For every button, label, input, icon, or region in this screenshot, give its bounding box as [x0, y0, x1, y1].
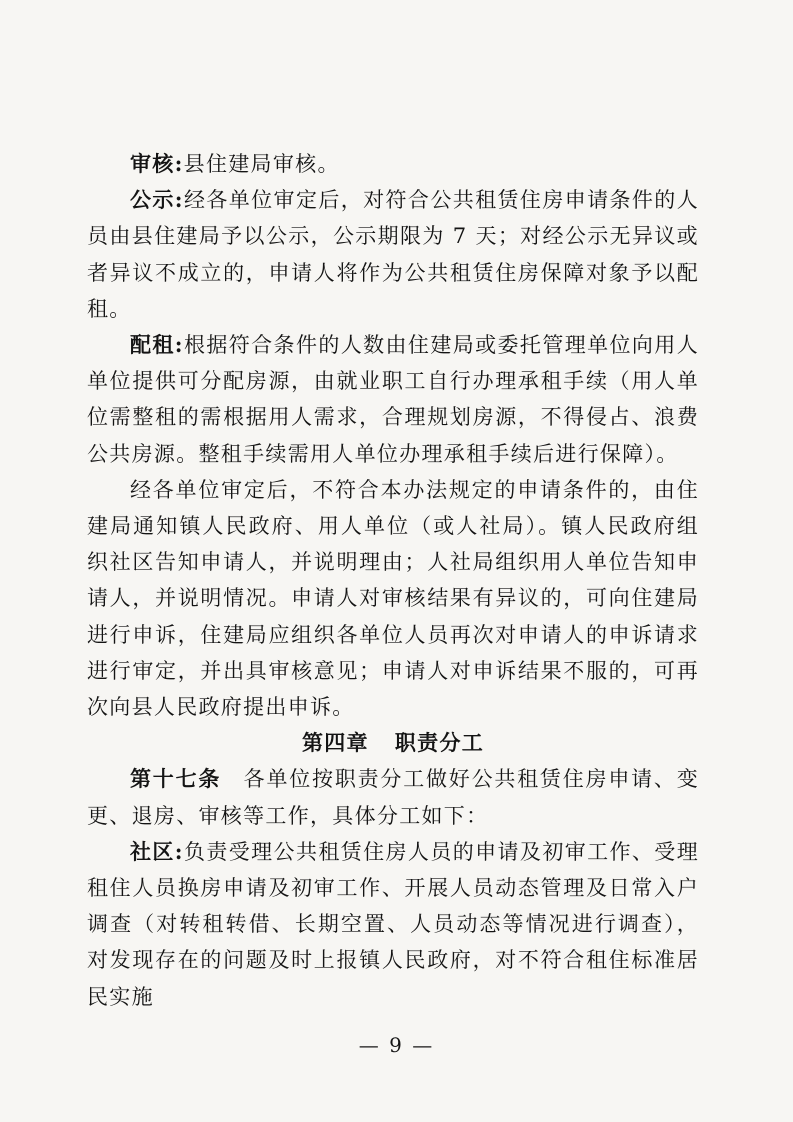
page-number: — 9 —: [358, 1033, 435, 1057]
text-appeal: 经各单位审定后，不符合本办法规定的申请条件的，由住建局通知镇人民政府、用人单位（或人社局）。镇人民政府组织社区告知申请人，并说明理由；人社局组织用人单位告知申请人，并说明情况。申请人对审核结果有异议的，可向住建局进行申诉，住建局应组织各单位人员再次对申请人的申诉请求进行审定，并出具审核意见；申请人对申诉结果不服的，可再次向县人民政府提出申诉。: [87, 477, 699, 720]
text-publicity: 经各单位审定后，对符合公共租赁住房申请条件的人员由县住建局予以公示，公示期限为 7 天；对经公示无异议或者异议不成立的，申请人将作为公共租赁住房保障对象予以配租。: [87, 188, 699, 321]
paragraph-publicity: [87, 182, 699, 327]
article-text: 各单位按职责分工做好公共租赁住房申请、变更、退房、审核等工作，具体分工如下：: [87, 767, 700, 828]
chapter-number: 第四章: [301, 731, 369, 756]
article-label: 第十七条: [130, 766, 222, 792]
paragraph-review: [87, 146, 699, 182]
chapter-heading: [87, 725, 699, 761]
text-review: 县住建局审核。: [183, 152, 340, 176]
document-body: [87, 146, 699, 1015]
chapter-title: 职责分工: [394, 731, 485, 756]
article-17: [87, 761, 699, 833]
paragraph-allocation: [87, 327, 699, 472]
text-allocation: 根据符合条件的人数由住建局或委托管理单位向用人单位提供可分配房源，由就业职工自行办理承租手续（用人单位需整租的需根据用人需求，合理规划房源，不得侵占、浪费公共房源。整租手续需用人单位办理承租手续后进行保障）。: [87, 333, 699, 466]
label-allocation: 配租:: [130, 332, 184, 358]
paragraph-community: [87, 834, 699, 1015]
label-publicity: 公示:: [130, 187, 184, 213]
label-community: 社区:: [130, 838, 184, 864]
paragraph-appeal: [87, 472, 699, 725]
text-community: 负责受理公共租赁住房人员的申请及初审工作、受理租住人员换房申请及初审工作、开展人员动态管理及日常入户调查（对转租转借、长期空置、人员动态等情况进行调查），对发现存在的问题及时上报镇人民政府，对不符合租住标准居民实施: [87, 839, 699, 1009]
label-review: 审核:: [130, 151, 184, 176]
